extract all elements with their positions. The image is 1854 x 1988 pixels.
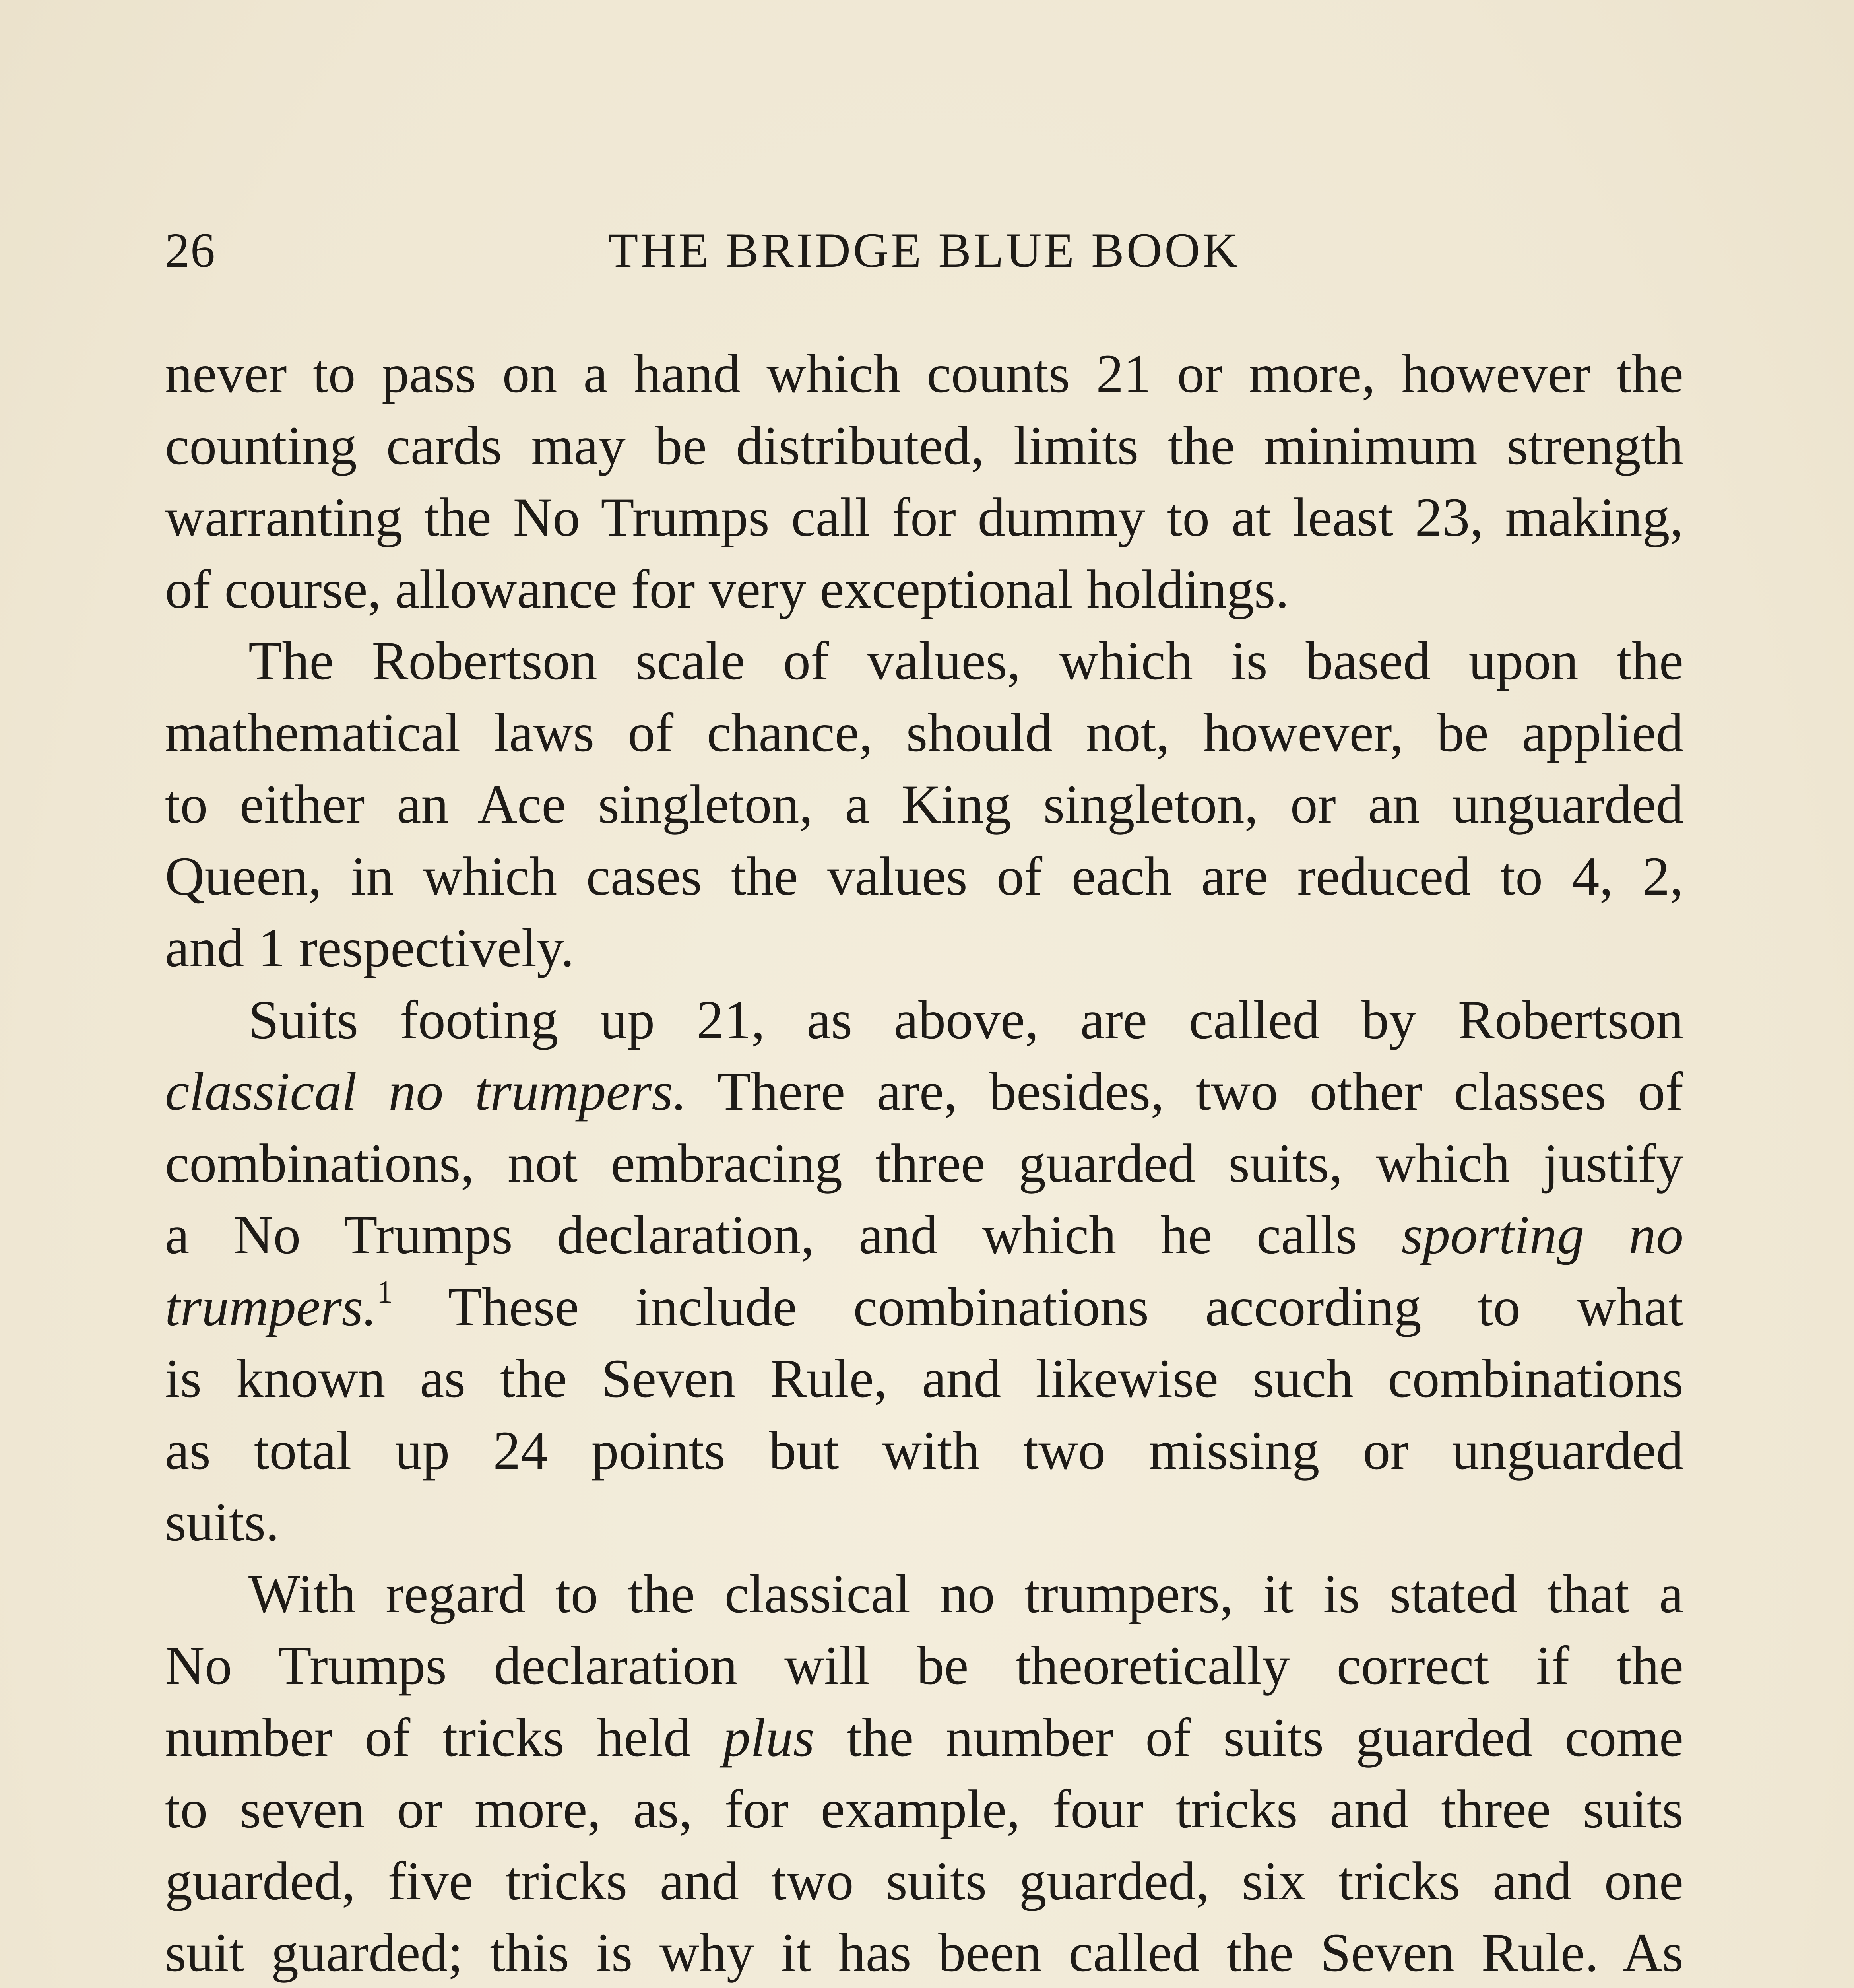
page-number: 26	[165, 223, 216, 278]
text-line: combinations, not embracing three guarded suits, which justify	[165, 1132, 1683, 1194]
text-line: and 1 respectively.	[165, 917, 574, 978]
footnote-reference[interactable]: 1	[376, 1274, 393, 1310]
text-line: counting cards may be distributed, limits the minimum strength	[165, 415, 1683, 476]
italic-term: sporting no	[1401, 1204, 1684, 1265]
text-line	[165, 1199, 1683, 1271]
text-line: suits.	[165, 1491, 279, 1552]
running-head: THE BRIDGE BLUE BOOK	[608, 223, 1241, 278]
text-run: These include combinations according to what	[392, 1276, 1683, 1337]
paragraph-2	[165, 625, 1683, 984]
text-line: mathematical laws of chance, should not, however, be applied	[165, 702, 1683, 763]
text-line: With regard to the classical no trumpers, it is stated that a	[248, 1563, 1683, 1624]
page-header	[165, 221, 1683, 280]
text-line: The Robertson scale of values, which is based upon the	[248, 630, 1683, 691]
body-text	[165, 338, 1683, 1988]
text-line: warranting the No Trumps call for dummy to at least 23, making,	[165, 487, 1683, 547]
text-line: No Trumps declaration will be theoretically correct if the	[165, 1635, 1683, 1696]
text-line: Queen, in which cases the values of each are reduced to 4, 2,	[165, 845, 1683, 907]
paragraph-3	[165, 984, 1683, 1558]
text-line: to seven or more, as, for example, four tricks and three suits	[165, 1778, 1683, 1839]
text-line: suit guarded; this is why it has been called the Seven Rule. As	[165, 1922, 1683, 1983]
text-run: the number of suits guarded come	[814, 1706, 1684, 1768]
text-line	[165, 1271, 1683, 1343]
text-line	[165, 1056, 1683, 1128]
text-line: guarded, five tricks and two suits guarded, six tricks and one	[165, 1850, 1683, 1911]
text-run: number of tricks held	[165, 1706, 723, 1768]
text-line: never to pass on a hand which counts 21 or more, however the	[165, 343, 1683, 404]
text-run: a No Trumps declaration, and which he calls	[165, 1204, 1402, 1265]
paragraph-4	[165, 1558, 1683, 1988]
italic-term: trumpers.	[165, 1276, 377, 1337]
text-line: of course, allowance for very exceptional holdings.	[165, 558, 1289, 619]
text-line: Suits footing up 21, as above, are called by Robertson	[248, 989, 1683, 1050]
paragraph-1	[165, 338, 1683, 625]
italic-term: plus	[723, 1706, 815, 1768]
text-line: is known as the Seven Rule, and likewise such combinations	[165, 1348, 1683, 1409]
italic-term: classical no trumpers.	[165, 1061, 687, 1122]
text-line: as total up 24 points but with two missing or unguarded	[165, 1419, 1683, 1481]
text-run: There are, besides, two other classes of	[687, 1061, 1683, 1122]
text-line	[165, 1702, 1683, 1774]
text-line: to either an Ace singleton, a King singleton, or an unguarded	[165, 774, 1683, 835]
